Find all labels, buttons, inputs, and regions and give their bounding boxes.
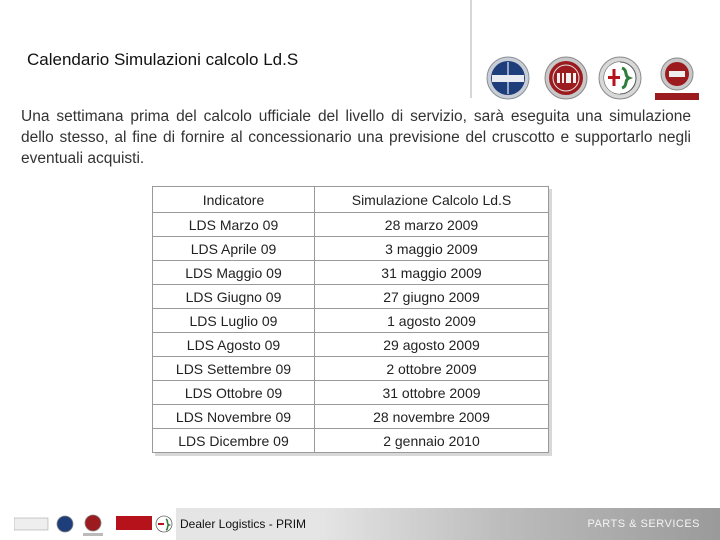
date-cell: 1 agosto 2009 bbox=[315, 309, 549, 333]
simulation-calendar-table bbox=[152, 186, 549, 453]
indicator-cell: LDS Agosto 09 bbox=[153, 333, 315, 357]
fiat-service-small-icon bbox=[80, 514, 110, 538]
table-row bbox=[153, 381, 549, 405]
date-cell: 31 maggio 2009 bbox=[315, 261, 549, 285]
page-title: Calendario Simulazioni calcolo Ld.S bbox=[27, 50, 299, 69]
table-row bbox=[153, 285, 549, 309]
date-cell: 28 marzo 2009 bbox=[315, 213, 549, 237]
header-divider bbox=[470, 0, 472, 98]
indicator-cell: LDS Maggio 09 bbox=[153, 261, 315, 285]
date-cell: 31 ottobre 2009 bbox=[315, 381, 549, 405]
table-row bbox=[153, 357, 549, 381]
table-row bbox=[153, 405, 549, 429]
footer-label: Dealer Logistics - PRIM bbox=[180, 517, 307, 531]
date-cell: 29 agosto 2009 bbox=[315, 333, 549, 357]
column-header-simulazione: Simulazione Calcolo Ld.S bbox=[315, 187, 549, 213]
lancia-logo-icon bbox=[486, 56, 530, 100]
alfa-romeo-logo-icon bbox=[598, 56, 642, 100]
table-row bbox=[153, 261, 549, 285]
table-header-row bbox=[153, 187, 549, 213]
date-cell: 2 gennaio 2010 bbox=[315, 429, 549, 453]
table-row bbox=[153, 429, 549, 453]
date-cell: 27 giugno 2009 bbox=[315, 285, 549, 309]
indicator-cell: LDS Novembre 09 bbox=[153, 405, 315, 429]
brand-logos bbox=[486, 52, 708, 104]
date-cell: 28 novembre 2009 bbox=[315, 405, 549, 429]
fiat-logo-icon bbox=[544, 56, 588, 100]
table-row bbox=[153, 333, 549, 357]
date-cell: 2 ottobre 2009 bbox=[315, 357, 549, 381]
table-row bbox=[153, 213, 549, 237]
indicator-cell: LDS Ottobre 09 bbox=[153, 381, 315, 405]
footer-bar bbox=[0, 508, 720, 540]
indicator-cell: LDS Luglio 09 bbox=[153, 309, 315, 333]
table-row bbox=[153, 237, 549, 261]
column-header-indicatore: Indicatore bbox=[153, 187, 315, 213]
indicator-cell: LDS Giugno 09 bbox=[153, 285, 315, 309]
intro-paragraph: Una settimana prima del calcolo ufficiale del livello di servizio, sarà eseguita una simulazione dello stesso, al fine di fornire al concessionario una previsione del cruscotto e supportarlo negli eventuali acquisti. bbox=[21, 108, 691, 167]
parts-services-label: PARTS & SERVICES bbox=[587, 518, 700, 530]
fiat-professional-logo-icon bbox=[652, 56, 702, 102]
indicator-cell: LDS Dicembre 09 bbox=[153, 429, 315, 453]
footer-logo-strip bbox=[0, 508, 176, 540]
indicator-cell: LDS Marzo 09 bbox=[153, 213, 315, 237]
fiat-service-logo-icon bbox=[14, 514, 74, 534]
indicator-cell: LDS Settembre 09 bbox=[153, 357, 315, 381]
indicator-cell: LDS Aprile 09 bbox=[153, 237, 315, 261]
date-cell: 3 maggio 2009 bbox=[315, 237, 549, 261]
table-row bbox=[153, 309, 549, 333]
alfa-service-logo-icon bbox=[116, 514, 174, 536]
